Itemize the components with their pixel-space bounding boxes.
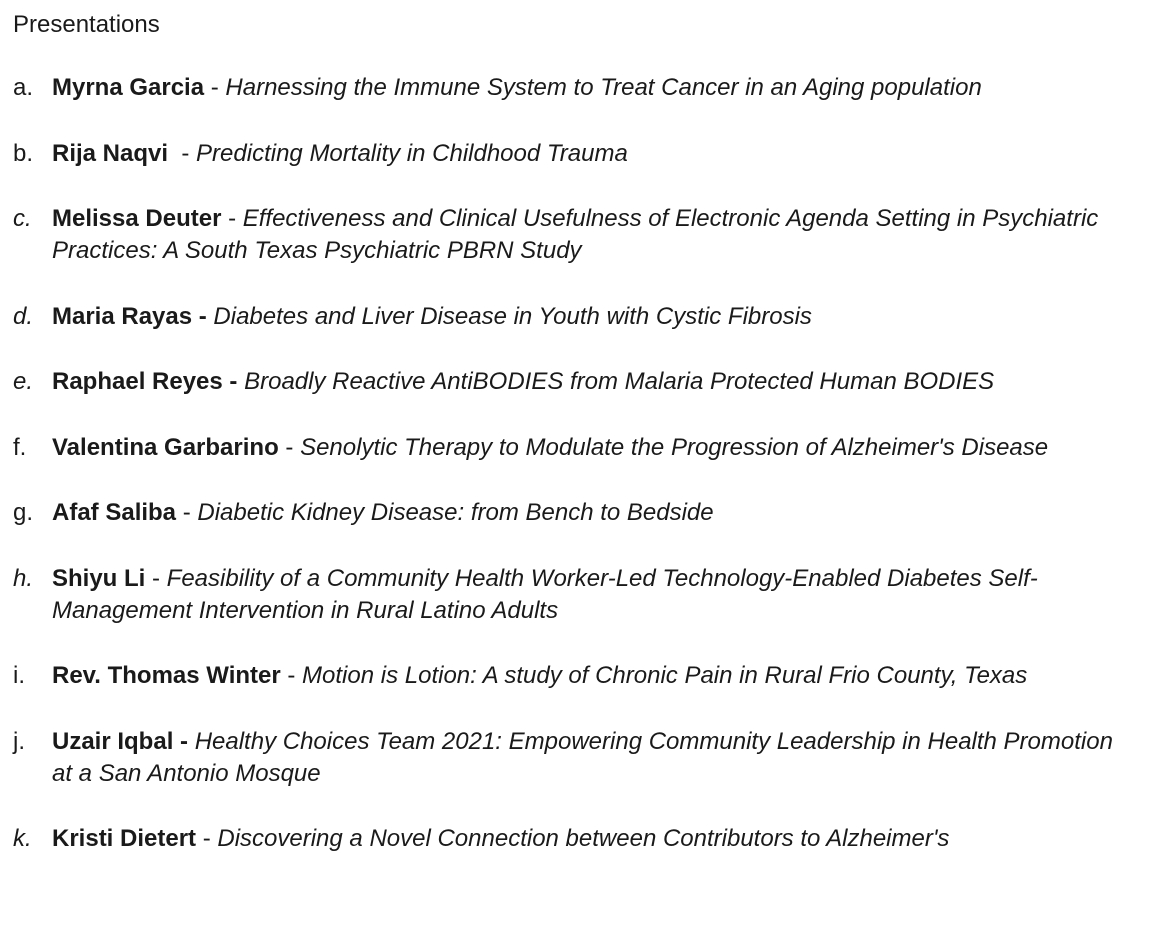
separator: - xyxy=(204,74,226,101)
list-marker: d. xyxy=(13,302,34,330)
list-marker: g. xyxy=(13,499,34,526)
list-item xyxy=(0,660,1132,692)
list-item xyxy=(0,301,1132,333)
list-item xyxy=(0,366,1132,398)
list-marker: b. xyxy=(13,139,34,167)
presenter-name: Afaf Saliba xyxy=(52,499,177,526)
list-item xyxy=(0,726,1132,790)
separator: - xyxy=(221,205,243,232)
separator: - xyxy=(278,433,301,461)
presentation-title: Effectiveness and Clinical Usefulness of Electronic Agenda Setting in Psychiatric Practices: A South Texas Psychiatric PBRN Study xyxy=(52,205,1099,264)
separator: - xyxy=(222,368,245,395)
list-marker: e. xyxy=(13,368,34,395)
section-heading: Presentations xyxy=(13,11,160,38)
presentation-title: Predicting Mortality in Childhood Trauma xyxy=(196,139,628,167)
list-marker: j. xyxy=(13,727,25,755)
separator: - xyxy=(196,825,218,852)
presentation-title: Broadly Reactive AntiBODIES from Malaria Protected Human BODIES xyxy=(244,368,995,395)
presentation-title: Discovering a Novel Connection between Contributors to Alzheimer's xyxy=(217,825,950,852)
presentation-title: Feasibility of a Community Health Worker-Led Technology-Enabled Diabetes Self-Management Intervention in Rural Latino Adults xyxy=(52,564,1038,624)
presentation-title: Diabetes and Liver Disease in Youth with Cystic Fibrosis xyxy=(213,302,812,330)
presenter-name: Melissa Deuter xyxy=(52,205,222,232)
separator: - xyxy=(168,139,197,167)
separator: - xyxy=(173,727,195,755)
presenter-name: Valentina Garbarino xyxy=(52,433,279,461)
presenter-name: Uzair Iqbal xyxy=(52,727,174,755)
presenter-name: Raphael Reyes xyxy=(52,368,223,395)
list-item xyxy=(0,138,1132,170)
presenter-name: Rija Naqvi xyxy=(52,139,169,167)
presentation-title: Senolytic Therapy to Modulate the Progression of Alzheimer's Disease xyxy=(300,433,1049,461)
separator: - xyxy=(145,564,167,592)
list-item xyxy=(0,823,1132,855)
separator: - xyxy=(280,662,303,689)
presentation-list xyxy=(0,72,1152,889)
presenter-name: Myrna Garcia xyxy=(52,74,205,101)
list-marker: i. xyxy=(13,662,25,689)
presenter-name: Kristi Dietert xyxy=(52,825,197,852)
presenter-name: Shiyu Li xyxy=(52,564,146,592)
presentation-title: Motion is Lotion: A study of Chronic Pain in Rural Frio County, Texas xyxy=(302,662,1028,689)
presenter-name: Maria Rayas xyxy=(52,302,193,330)
list-item xyxy=(0,72,1132,104)
separator: - xyxy=(176,499,198,526)
presenter-name: Rev. Thomas Winter xyxy=(52,662,281,689)
list-marker: f. xyxy=(13,433,27,461)
presentation-title: Harnessing the Immune System to Treat Cancer in an Aging population xyxy=(225,74,982,101)
presentation-title: Healthy Choices Team 2021: Empowering Community Leadership in Health Promotion at a San Antonio Mosque xyxy=(52,727,1113,787)
list-item xyxy=(0,432,1132,464)
list-marker: a. xyxy=(13,74,34,101)
presentation-title: Diabetic Kidney Disease: from Bench to Bedside xyxy=(197,499,714,526)
list-marker: k. xyxy=(13,825,32,852)
list-item xyxy=(0,563,1132,627)
separator: - xyxy=(192,302,214,330)
list-marker: h. xyxy=(13,564,34,592)
list-marker: c. xyxy=(13,205,32,232)
list-item xyxy=(0,497,1132,529)
list-item xyxy=(0,203,1132,267)
